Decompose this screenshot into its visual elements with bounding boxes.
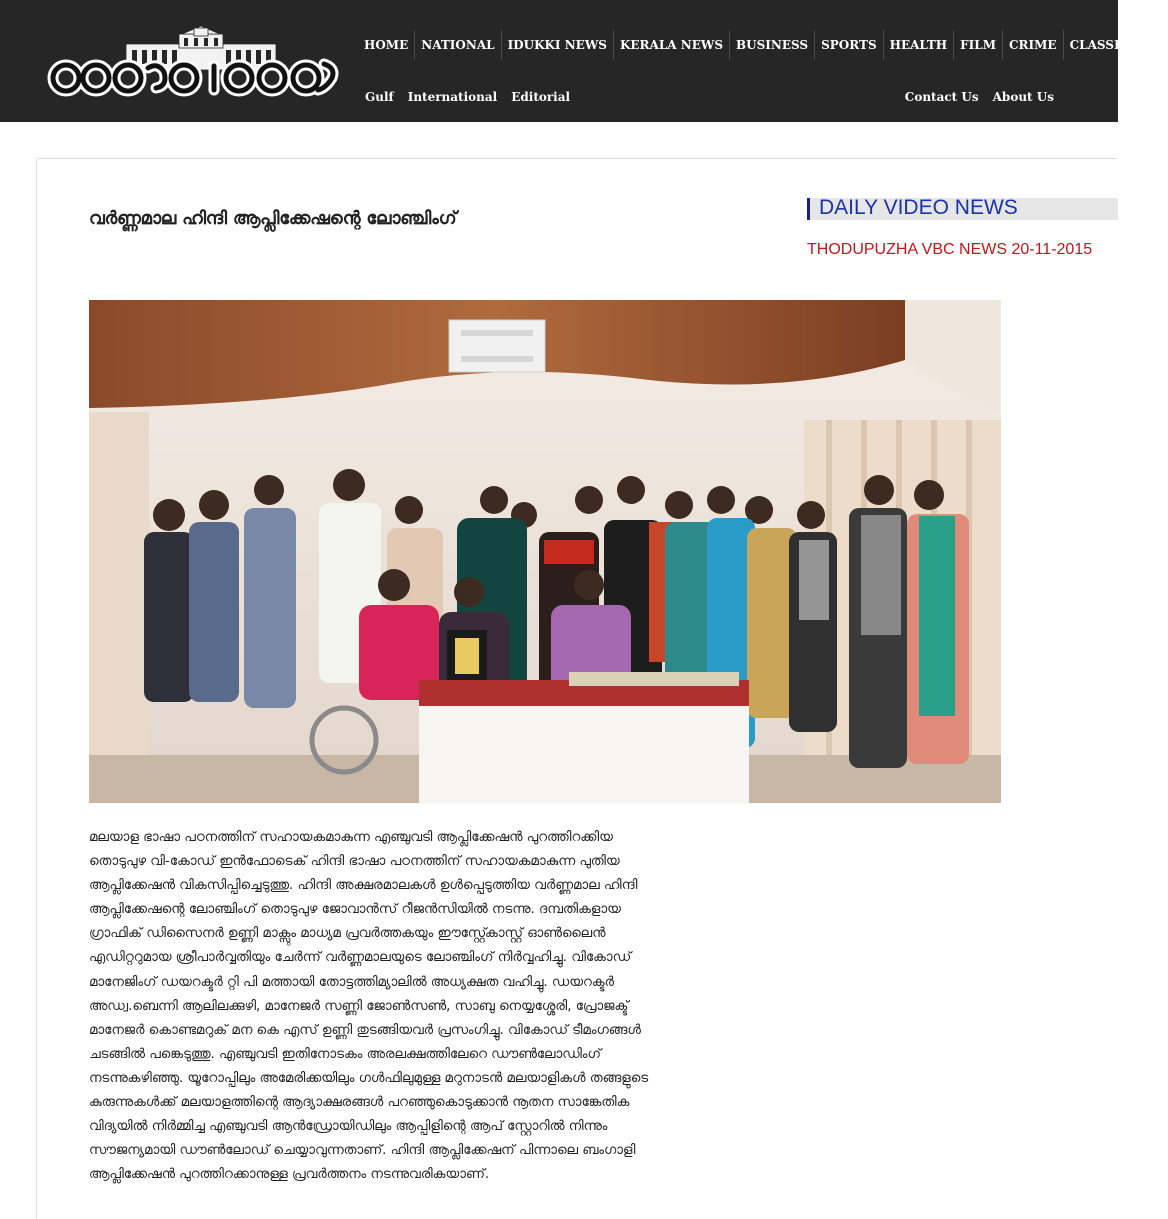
nav-health[interactable]: HEALTH [884,30,955,60]
article-title: വർണ്ണമാല ഹിന്ദി ആപ്ലിക്കേഷന്റെ ലോഞ്ചിംഗ് [89,208,457,229]
nav-sports[interactable]: SPORTS [815,30,884,60]
article-line: സൗജന്യമായി ഡൗൺലോഡ് ചെയ്യാവുന്നതാണ്. ഹിന്ദി ആപ്ലിക്കേഷന് പിന്നാലെ ബംഗാളി [89,1143,636,1159]
article-line: അഡ്വ.ബെന്നി ആലിലക്കുഴി, മാനേജർ സണ്ണി ജോൺസൺ, സാബു നെയ്യശ്ശേരി, പ്രോജക്ട് [89,998,629,1014]
nav-national[interactable]: NATIONAL [415,30,501,60]
article-line: ഗ്രാഫിക് ഡിസൈനർ ഉണ്ണി മാക്സും മാധ്യമ പ്രവർത്തകയും ഈസ്റ്റ്കോസ്റ്റ് ഓൺലൈൻ [89,926,606,942]
article-line: വിദ്യയിൽ നിർമ്മിച്ച എഞ്ചുവടി ആൻഡ്രോയിഡിലും ആപ്പിളിന്റെ ആപ് സ്റ്റോറിൽ നിന്നും [89,1119,608,1135]
nav-kerala-news[interactable]: KERALA NEWS [614,30,730,60]
nav-international[interactable]: International [407,90,498,104]
article-line: എഡിറ്ററുമായ ശ്രീപാർവ്വതിയും ചേർന്ന് വർണ്ണമാലയുടെ ലോഞ്ചിംഗ് നിർവ്വഹിച്ചു. വികോഡ് [89,950,632,966]
article-line: നടന്നുകഴിഞ്ഞു. യൂറോപ്പിലും അമേരിക്കയിലും ഗൾഫിലുമുള്ള മറുനാടൻ മലയാളികൾ തങ്ങളുടെ [89,1070,649,1086]
article-line: ചടങ്ങിൽ പങ്കെടുത്തു. എഞ്ചുവടി ഇതിനോടകം അരലക്ഷത്തിലേറെ ഡൗൺലോഡിംഗ് [89,1046,601,1062]
sidebar-heading [807,198,1118,220]
article-line: ആപ്ലിക്കേഷൻ വികസിപ്പിച്ചെടുത്തു. ഹിന്ദി അക്ഷരമാലകൾ ഉൾപ്പെടുത്തിയ വർണ്ണമാല ഹിന്ദി [89,878,638,894]
group-photo-illustration [89,300,1001,803]
nav-gulf[interactable]: Gulf [365,90,394,104]
article-line: മാനേജർ കൊണ്ടമറുക് മന കെ എസ് ഉണ്ണി തുടങ്ങിയവർ പ്രസംഗിച്ചു. വികോഡ് ടീമംഗങ്ങൾ [89,1022,641,1038]
nav-classifieds[interactable]: CLASSIFIEDS [1069,38,1162,52]
video-news-link[interactable]: THODUPUZHA VBC NEWS 20-11-2015 [807,241,1093,258]
primary-nav [358,30,1168,60]
article-body [89,826,689,1187]
nav-crime[interactable]: CRIME [1003,30,1064,60]
article-line: മാനേജിംഗ് ഡയറക്ടർ റ്റി പി മത്തായി തോട്ടത്തിമ്യാലിൽ അധ്യക്ഷത വഹിച്ചു. ഡയറക്ടർ [89,974,614,990]
secondary-nav [358,88,577,106]
article-line: ആപ്ലിക്കേഷന്റെ ലോഞ്ചിംഗ് തൊടുപുഴ ജോവാൻസ് റീജൻസിയിൽ നടന്നു. ദമ്പതികളായ [89,902,621,918]
article-photo [89,300,1001,803]
article-line: കുരുന്നുകൾക്ക് മലയാളത്തിന്റെ ആദ്യാക്ഷരങ്ങൾ പറഞ്ഞുകൊടുക്കാൻ നൂതന സാങ്കേതിക [89,1095,630,1111]
nav-film[interactable]: FILM [954,30,1003,60]
nav-about-us[interactable]: About Us [992,90,1054,104]
nav-home[interactable]: HOME [358,30,415,60]
ac-unit [449,320,545,372]
sidebar-heading-text: DAILY VIDEO NEWS [819,196,1018,219]
utility-nav [898,88,1061,106]
article-line: മലയാള ഭാഷാ പഠനത്തിന് സഹായകമാകുന്ന എഞ്ചുവടി ആപ്ലിക്കേഷൻ പുറത്തിറക്കിയ [89,830,613,845]
logo-graphic [44,28,344,106]
site-logo[interactable] [44,28,344,106]
site-header [0,0,1162,122]
nav-editorial[interactable]: Editorial [511,90,571,104]
article-line: തൊടുപുഴ വി-കോഡ് ഇൻഫോടെക് ഹിന്ദി ഭാഷാ പഠനത്തിന് സഹായകമാകുന്ന പുതിയ [89,854,620,870]
nav-idukki-news[interactable]: IDUKKI NEWS [502,30,614,60]
nav-contact-us[interactable]: Contact Us [904,90,979,104]
nav-business[interactable]: BUSINESS [730,30,815,60]
article-line: ആപ്ലിക്കേഷൻ പുറത്തിറക്കാനുള്ള പ്രവർത്തനം നടന്നുവരികയാണ്. [89,1167,490,1183]
